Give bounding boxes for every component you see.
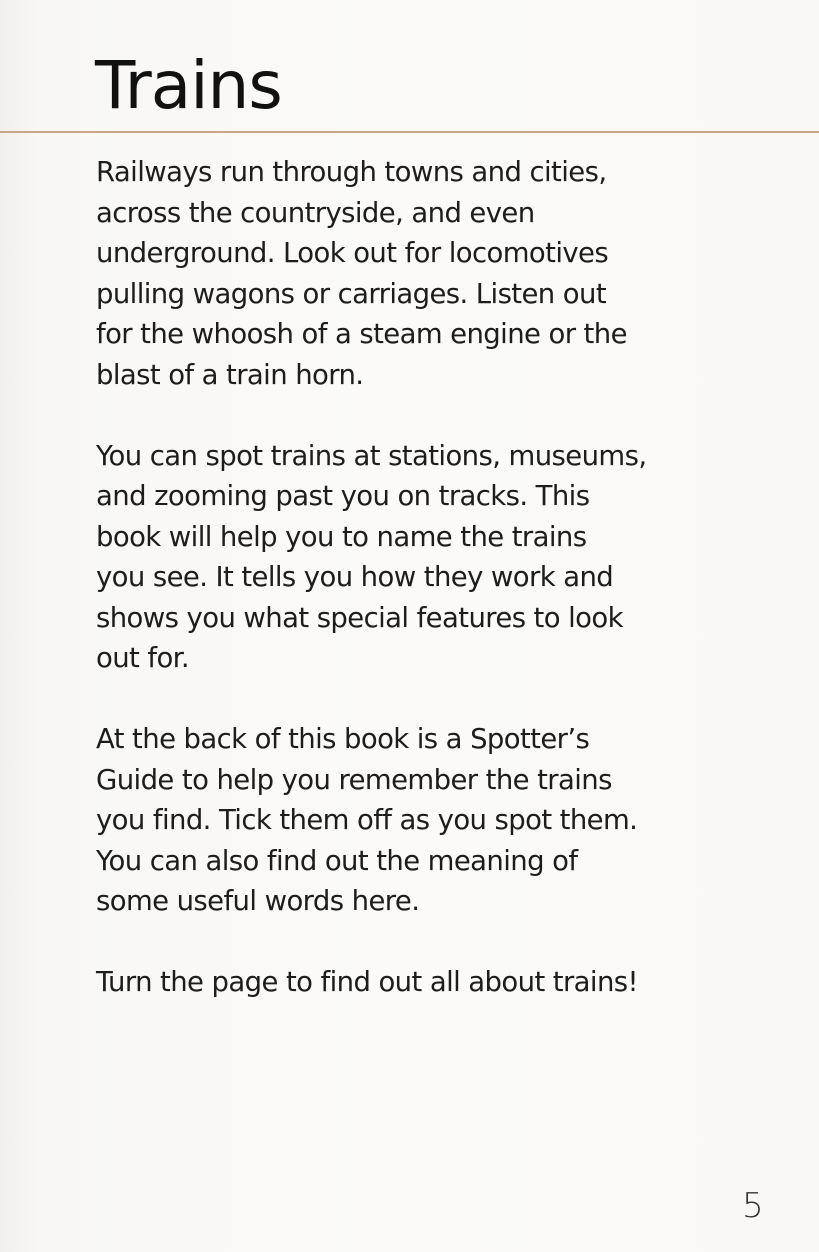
page-number: 5 [742, 1186, 764, 1226]
paragraph-spotters-guide: At the back of this book is a Spotter’s Guide to help you remember the trains you find. Tick them off as you spot them. You can also find out the meaning of some useful words here. [96, 723, 638, 917]
paragraph-intro: Railways run through towns and cities, across the countryside, and even underground. Look out for locomotives pulling wagons or carriages. Listen out for the whoosh of a steam engine or the blast of a train horn. [96, 156, 627, 391]
paragraph-turn-page: Turn the page to find out all about trains! [96, 966, 638, 998]
page-title: Trains [95, 47, 282, 124]
paragraph-spotting: You can spot trains at stations, museums, and zooming past you on tracks. This book will help you to name the trains you see. It tells you how they work and shows you what special features to look out for. [96, 439, 647, 674]
title-divider [0, 131, 819, 133]
body-text [96, 152, 796, 1003]
